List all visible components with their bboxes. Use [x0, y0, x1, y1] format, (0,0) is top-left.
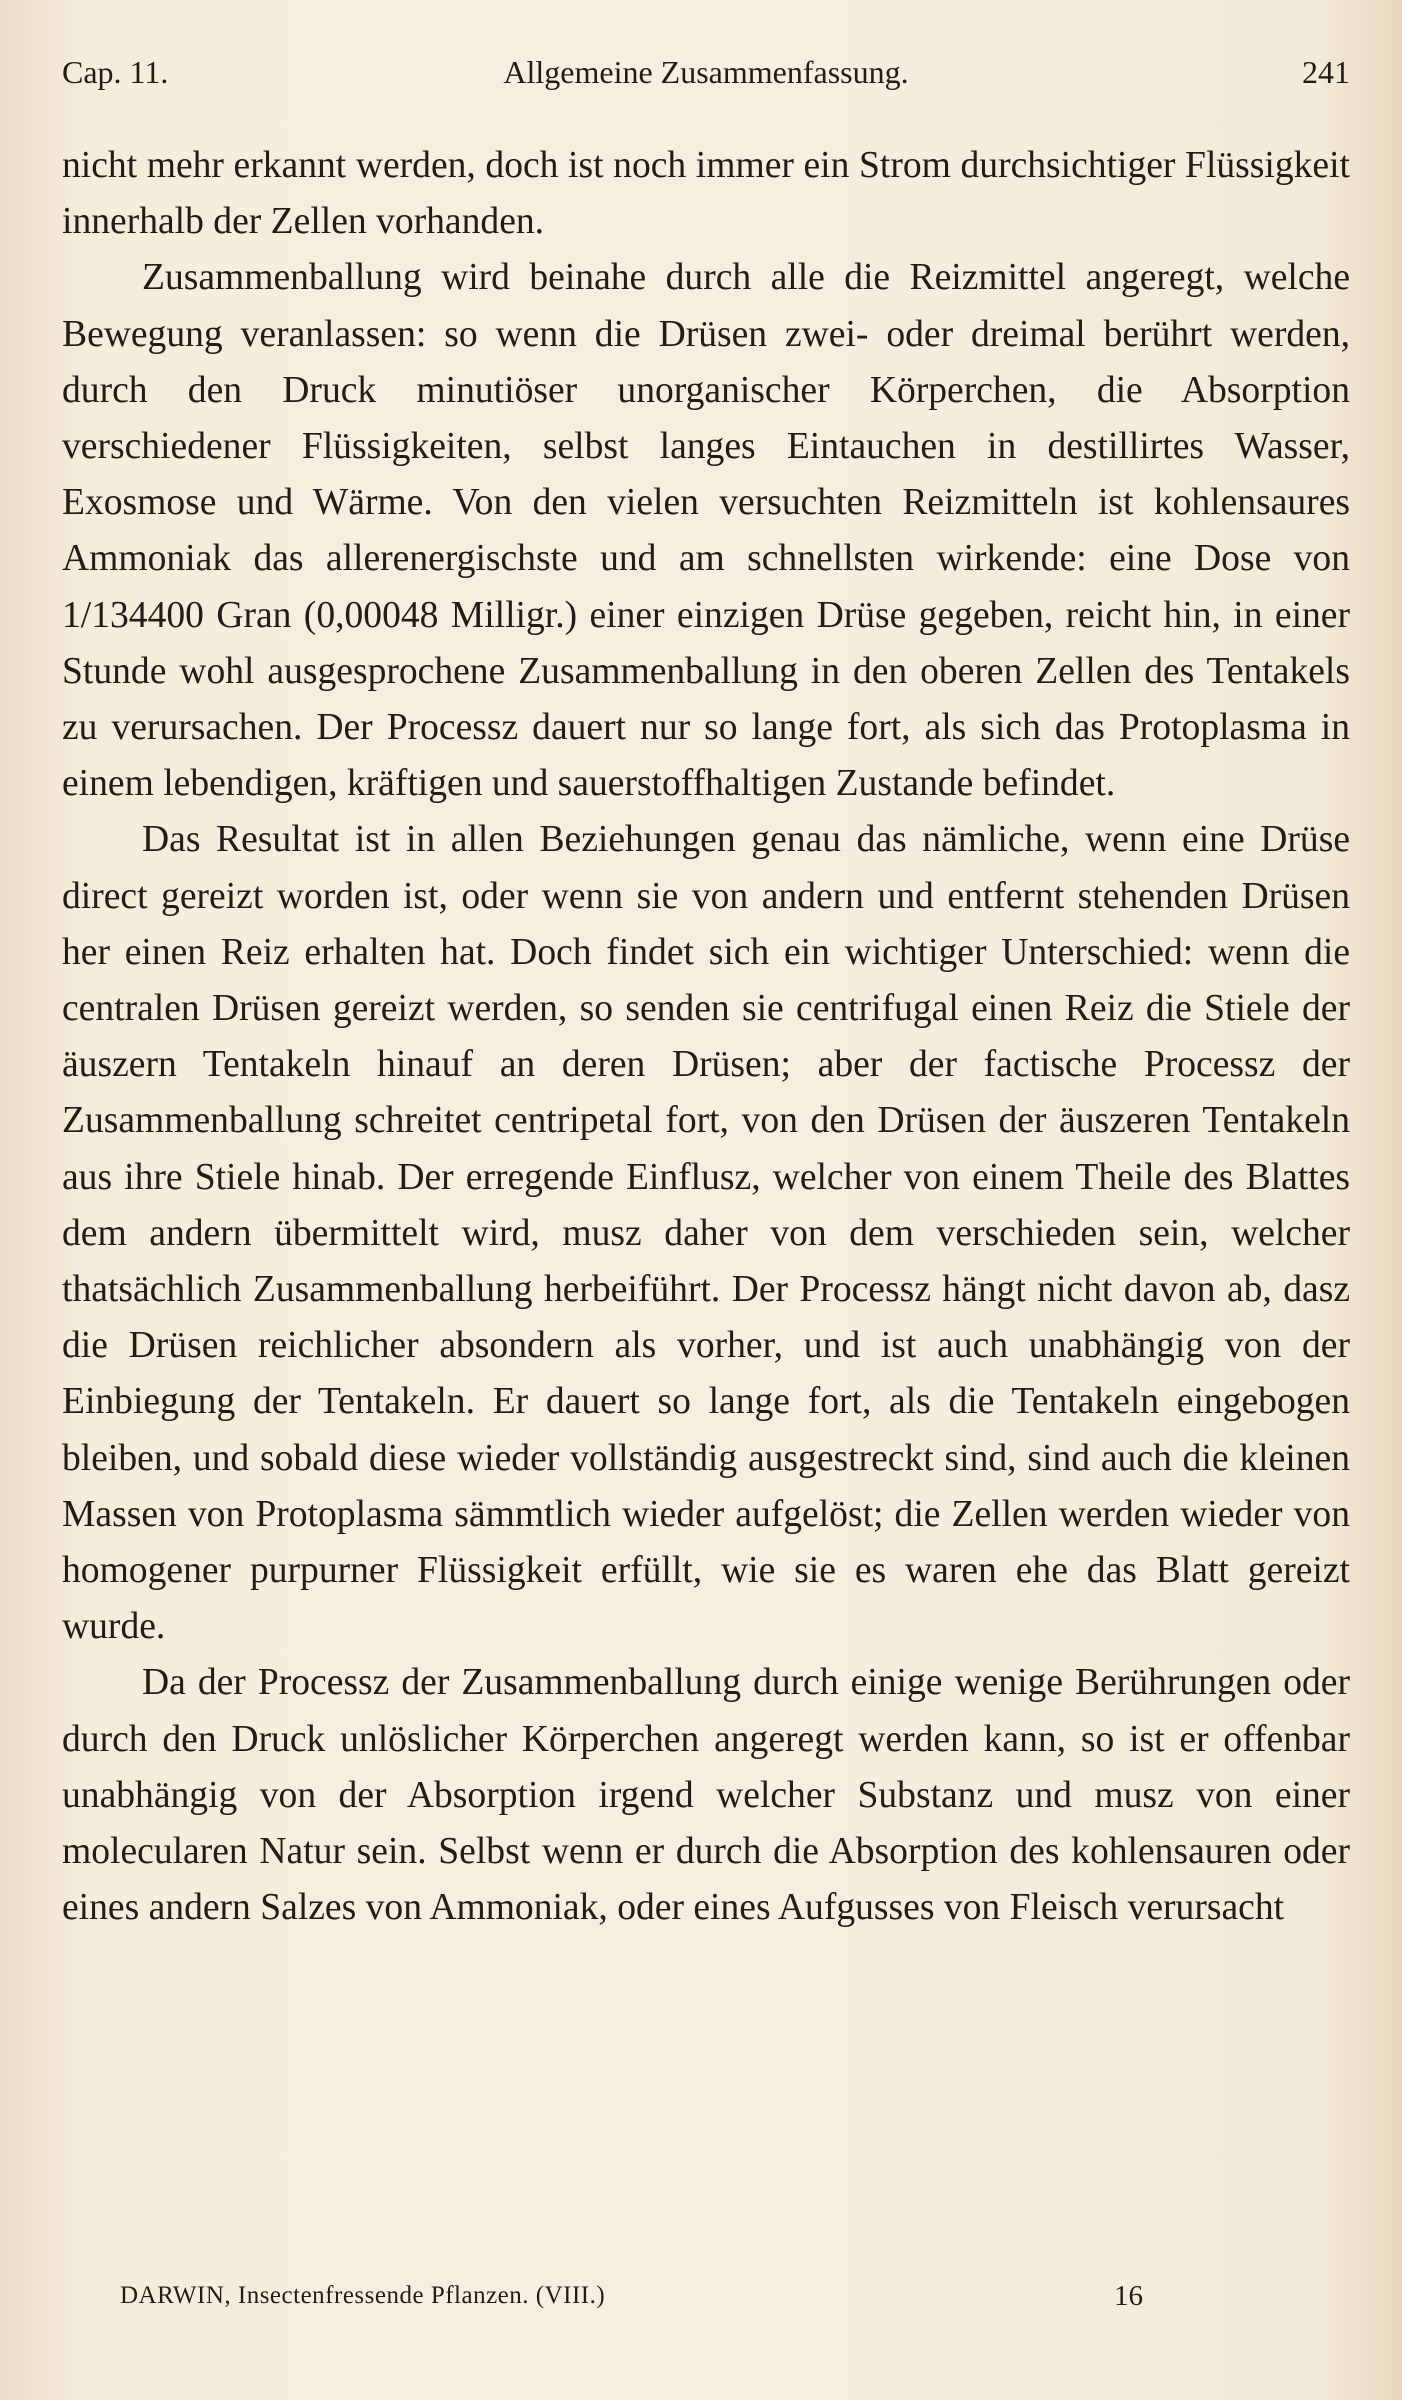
paragraph: Das Resultat ist in allen Beziehungen genau das nämliche, wenn eine Drüse direct gereizt worden ist, oder wenn sie von andern und entfernt stehenden Drüsen her einen Reiz erhalten hat. Doch findet sich ein wichtiger Unterschied: wenn die centralen Drüsen gereizt werden, so senden sie centrifugal einen Reiz die Stiele der äuszern Tentakeln hinauf an deren Drüsen; aber der factische Processz der Zusammenballung schreitet centripetal fort, von den Drüsen der äuszeren Tentakeln aus ihre Stiele hinab. Der erregende Einflusz, welcher von einem Theile des Blattes dem andern übermittelt wird, musz daher von dem verschieden sein, welcher thatsächlich Zusammenballung herbeiführt. Der Processz hängt nicht davon ab, dasz die Drüsen reichlicher absondern als vorher, und ist auch unabhängig von der Einbiegung der Tentakeln. Er dauert so lange fort, als die Tentakeln eingebogen bleiben, und sobald diese wieder vollständig ausgestreckt sind, sind auch die kleinen Massen von Protoplasma sämmtlich wieder aufgelöst; die Zellen werden wieder von homogener purpurner Flüssigkeit erfüllt, wie sie es waren ehe das Blatt gereizt wurde. [62, 819, 1350, 1648]
signature-mark: 16 [1114, 2280, 1143, 2312]
book-reference: DARWIN, Insectenfressende Pflanzen. (VIII.) [120, 2282, 606, 2309]
paragraph: Da der Processz der Zusammenballung durch einige wenige Berührungen oder durch den Druck unlöslicher Körperchen angeregt werden kann, so ist er offenbar unabhängig von der Absorption irgend welcher Substanz und musz von einer molecularen Natur sein. Selbst wenn er durch die Absorption des kohlensauren oder eines andern Salzes von Ammoniak, oder eines Aufgusses von Fleisch verursacht [62, 1662, 1350, 1929]
running-header [62, 48, 1350, 96]
page-footer [120, 2274, 1220, 2318]
paragraph: Zusammenballung wird beinahe durch alle die Reizmittel angeregt, welche Bewegung veranlassen: so wenn die Drüsen zwei- oder dreimal berührt werden, durch den Druck minutiöser unorganischer Körperchen, die Absorption verschiedener Flüssigkeiten, selbst langes Eintauchen in destillirtes Wasser, Exosmose und Wärme. Von den vielen versuchten Reizmitteln ist kohlensaures Ammoniak das allerenergischste und am schnellsten wirkende: eine Dose von 1/134400 Gran (0,00048 Milligr.) einer einzigen Drüse gegeben, reicht hin, in einer Stunde wohl ausgesprochene Zusammenballung in den oberen Zellen des Tentakels zu verursachen. Der Processz dauert nur so lange fort, als sich das Protoplasma in einem lebendigen, kräftigen und sauerstoffhaltigen Zustande befindet. [62, 257, 1350, 805]
chapter-label: Cap. 11. [62, 54, 169, 90]
paragraph-continued: nicht mehr erkannt werden, doch ist noch immer ein Strom durchsichtiger Flüssigkeit innerhalb der Zellen vorhanden. [62, 145, 1350, 243]
body-text [62, 138, 1350, 1937]
section-title: Allgemeine Zusammenfassung. [503, 54, 909, 90]
page-number: 241 [1302, 54, 1350, 90]
